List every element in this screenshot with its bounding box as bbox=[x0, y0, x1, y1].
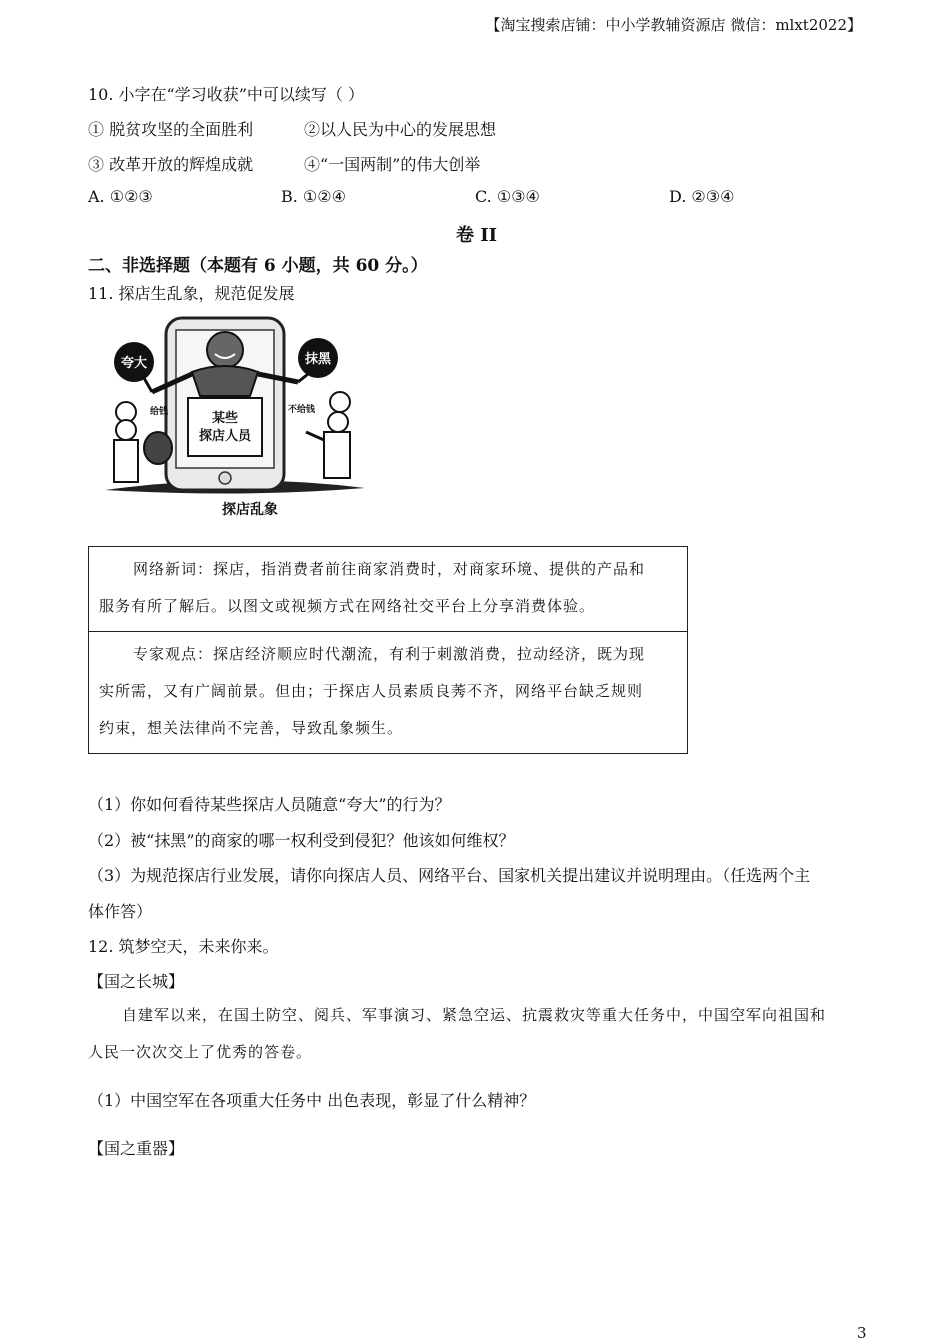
box2-line3: 约束，想关法律尚不完善，导致乱象频生。 bbox=[99, 719, 404, 737]
center-sign-line2: 探店人员 bbox=[198, 429, 252, 444]
box-divider bbox=[89, 631, 687, 632]
page-header: 【淘宝搜索店铺：中小学教辅资源店 微信：mlxt2022】 bbox=[485, 16, 862, 34]
q12-heading-2: 【国之重器】 bbox=[88, 1139, 185, 1158]
page-number: 3 bbox=[857, 1324, 867, 1342]
q10-choice-a: A. ①②③ bbox=[88, 187, 153, 206]
q10-choice-c: C. ①③④ bbox=[475, 187, 540, 206]
q10-option-1: ① 脱贫攻坚的全面胜利 bbox=[88, 120, 254, 139]
box1-line2: 服务有所了解后。以图文或视频方式在网络社交平台上分享消费体验。 bbox=[99, 597, 596, 615]
cartoon-drawing bbox=[100, 312, 370, 522]
left-bubble-text: 夸大 bbox=[120, 356, 148, 371]
q10-option-3: ③ 改革开放的辉煌成就 bbox=[88, 155, 254, 174]
cartoon-illustration bbox=[100, 312, 370, 522]
material-box bbox=[88, 546, 688, 754]
right-bubble-text: 抹黑 bbox=[304, 352, 332, 367]
q12-heading-1: 【国之长城】 bbox=[88, 972, 185, 991]
q10-choice-b: B. ①②④ bbox=[281, 187, 346, 206]
question-10-stem: 10. 小字在“学习收获”中可以续写（ ） bbox=[88, 85, 364, 104]
question-12-title: 12. 筑梦空天，未来你来。 bbox=[88, 937, 279, 956]
q11-sub3-line1: （3）为规范探店行业发展，请你向探店人员、网络平台、国家机关提出建议并说明理由。（任选两个主 bbox=[88, 866, 811, 885]
question-11-title: 11. 探店生乱象，规范促发展 bbox=[88, 284, 295, 303]
right-sign-text: 不给钱 bbox=[288, 405, 316, 415]
figure-caption: 探店乱象 bbox=[222, 502, 278, 518]
q11-sub1: （1）你如何看待某些探店人员随意“夸大”的行为？ bbox=[88, 795, 451, 814]
volume-title: 卷 II bbox=[456, 225, 498, 246]
box2-line1: 专家观点：探店经济顺应时代潮流，有利于刺激消费，拉动经济，既为现 bbox=[133, 645, 646, 663]
center-sign-line1: 某些 bbox=[211, 411, 239, 426]
q12-para1-line1: 自建军以来，在国土防空、阅兵、军事演习、紧急空运、抗震救灾等重大任务中，中国空军向祖国和 bbox=[122, 1006, 827, 1024]
q12-sub1: （1）中国空军在各项重大任务中 出色表现，彰显了什么精神？ bbox=[88, 1091, 536, 1110]
box2-line2: 实所需，又有广阔前景。但由；于探店人员素质良莠不齐，网络平台缺乏规则 bbox=[99, 682, 644, 700]
q10-option-4: ④“一国两制”的伟大创举 bbox=[304, 155, 481, 174]
q11-sub3-line2: 体作答） bbox=[88, 902, 153, 921]
q12-para1-line2: 人民一次次交上了优秀的答卷。 bbox=[88, 1043, 313, 1061]
left-sign-text: 给钱 bbox=[150, 407, 169, 417]
q10-option-2: ②以人民为中心的发展思想 bbox=[304, 120, 497, 139]
q10-choice-d: D. ②③④ bbox=[669, 187, 735, 206]
section-title: 二、非选择题（本题有 6 小题，共 60 分。） bbox=[88, 256, 428, 276]
q11-sub2: （2）被“抹黑”的商家的哪一权利受到侵犯？他该如何维权？ bbox=[88, 831, 515, 850]
box1-line1: 网络新词：探店，指消费者前往商家消费时，对商家环境、提供的产品和 bbox=[133, 560, 646, 578]
